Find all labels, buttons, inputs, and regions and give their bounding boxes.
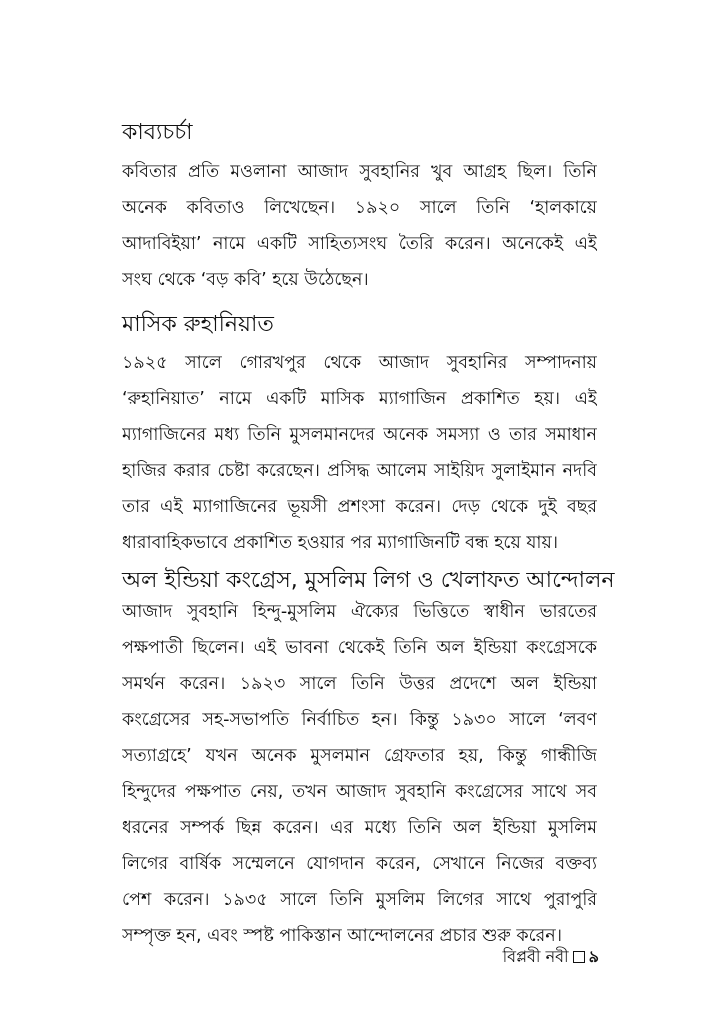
text-line: আজাদ সুবহানি হিন্দু-মুসলিম ঐক্যের ভিত্তিতে স্বাধীন ভারতের — [122, 602, 597, 622]
text-line: সম্পৃক্ত হন, এবং স্পষ্ট পাকিস্তান আন্দোলনের প্রচার শুরু করেন। — [122, 926, 563, 946]
text-line: অনেক কবিতাও লিখেছেন। ১৯২০ সালে তিনি ‘হালকায়ে — [122, 198, 597, 218]
text-line: সত্যাগ্রহে’ যখন অনেক মুসলমান গ্রেফতার হয়, কিন্তু গান্ধীজি — [122, 746, 597, 766]
text-line: কবিতার প্রতি মওলানা আজাদ সুবহানির খুব আগ্রহ ছিল। তিনি — [122, 162, 597, 182]
text-line: লিগের বার্ষিক সম্মেলনে যোগদান করেন, সেখানে নিজের বক্তব্য — [122, 854, 597, 874]
text-line: ১৯২৫ সালে গোরখপুর থেকে আজাদ সুবহানির সম্পাদনায় — [122, 353, 597, 373]
text-line: ধারাবাহিকভাবে প্রকাশিত হওয়ার পর ম্যাগাজিনটি বন্ধ হয়ে যায়। — [122, 533, 559, 553]
square-icon — [573, 951, 585, 963]
text-line: ধরনের সম্পর্ক ছিন্ন করেন। এর মধ্যে তিনি অল ইন্ডিয়া মুসলিম — [122, 818, 597, 838]
text-line: আদাবিইয়া’ নামে একটি সাহিত্যসংঘ তৈরি করেন। অনেকেই এই — [122, 234, 597, 254]
page-footer — [503, 946, 599, 968]
text-line: সংঘ থেকে ‘বড় কবি’ হয়ে উঠেছেন। — [122, 270, 369, 290]
paragraph-poetry — [122, 154, 597, 298]
paragraph-ruhaniyat — [122, 345, 597, 561]
text-line: হাজির করার চেষ্টা করেছেন। প্রসিদ্ধ আলেম সাইয়িদ সুলাইমান নদবি — [122, 461, 597, 481]
text-line: কংগ্রেসের সহ-সভাপতি নির্বাচিত হন। কিন্তু ১৯৩০ সালে ‘লবণ — [122, 710, 597, 730]
text-line: পক্ষপাতী ছিলেন। এই ভাবনা থেকেই তিনি অল ইন্ডিয়া কংগ্রেসকে — [122, 638, 597, 658]
paragraph-congress — [122, 594, 597, 954]
page-number: ৯ — [588, 947, 599, 966]
text-line: সমর্থন করেন। ১৯২৩ সালে তিনি উত্তর প্রদেশে অল ইন্ডিয়া — [122, 674, 597, 694]
section-heading-congress: অল ইন্ডিয়া কংগ্রেস, মুসলিম লিগ ও খেলাফত আন্দোলন — [122, 568, 615, 593]
section-heading-ruhaniyat: মাসিক রুহানিয়াত — [122, 312, 274, 337]
text-line: তার এই ম্যাগাজিনের ভূয়সী প্রশংসা করেন। দেড় থেকে দুই বছর — [122, 497, 597, 517]
section-heading-poetry: কাব্যচর্চা — [122, 120, 193, 145]
text-line: হিন্দুদের পক্ষপাত নেয়, তখন আজাদ সুবহানি কংগ্রেসের সাথে সব — [122, 782, 597, 802]
text-line: ‘রুহানিয়াত’ নামে একটি মাসিক ম্যাগাজিন প্রকাশিত হয়। এই — [122, 389, 597, 409]
text-line: পেশ করেন। ১৯৩৫ সালে তিনি মুসলিম লিগের সাথে পুরাপুরি — [122, 890, 597, 910]
text-line: ম্যাগাজিনের মধ্য তিনি মুসলমানদের অনেক সমস্যা ও তার সমাধান — [122, 425, 597, 445]
book-title: বিপ্লবী নবী — [502, 947, 569, 966]
